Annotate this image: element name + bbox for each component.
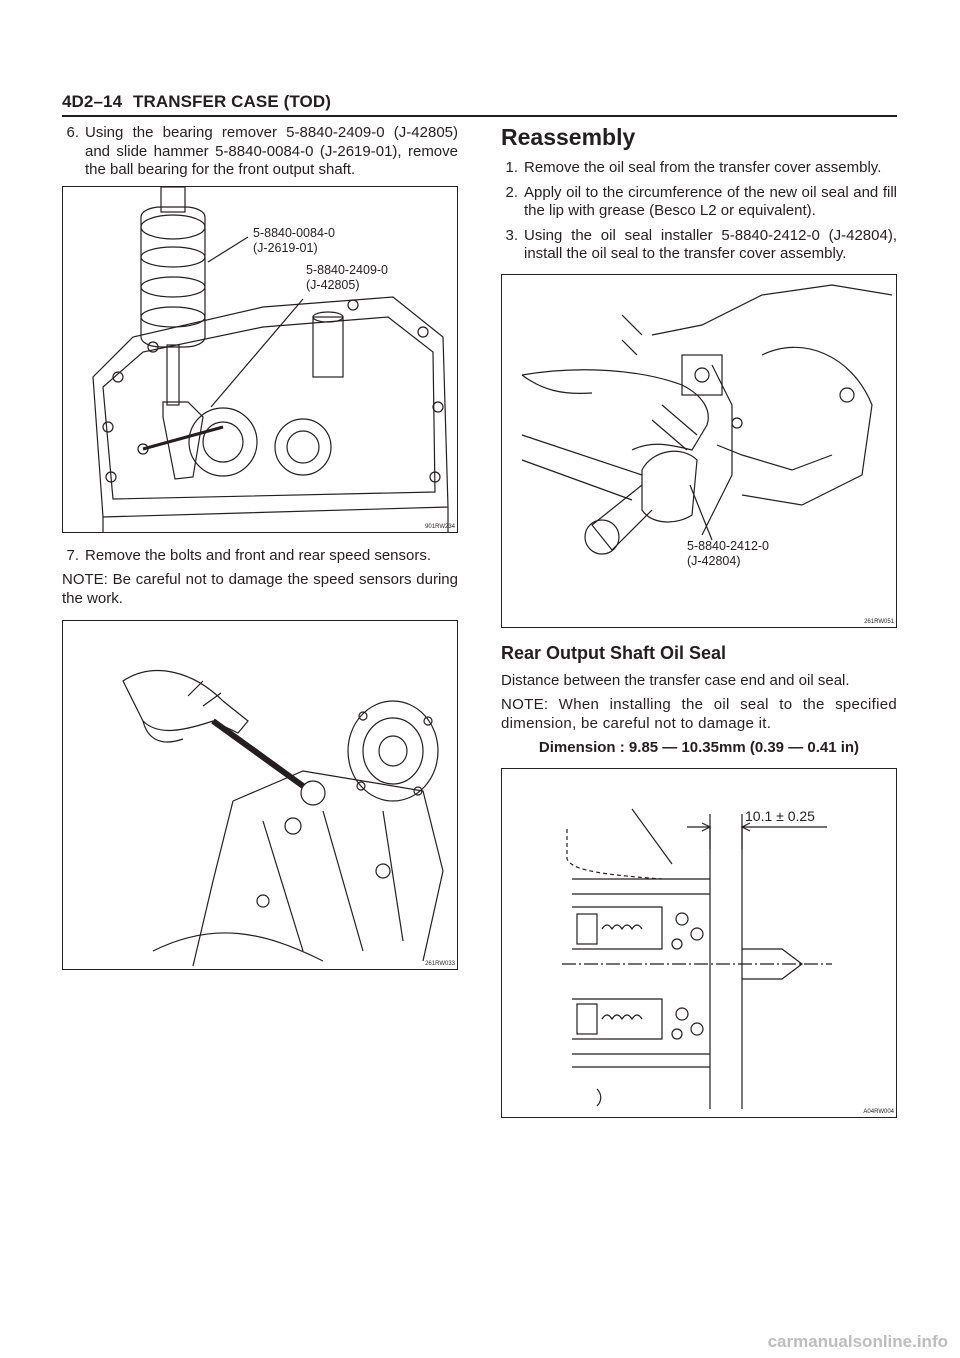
callout-installer-number: 5-8840-2412-0: [687, 538, 770, 553]
figure-speed-sensor-removal: [62, 620, 458, 970]
dimension-label: 10.1 ± 0.25: [745, 808, 815, 824]
watermark: carmanualsonline.info: [767, 1332, 948, 1351]
figure-id: 261RW051: [864, 618, 894, 625]
figure-oil-seal-dimension: [501, 768, 897, 1118]
dimension-spec: Dimension : 9.85 — 10.35mm (0.39 — 0.41 in): [538, 739, 860, 756]
step-number: 6.: [66, 124, 79, 141]
step-text: Using the oil seal installer 5-8840-2412-0 (J-42804), install the oil seal to the transfer cover assembly.: [524, 226, 897, 262]
step-number: 7.: [66, 546, 79, 564]
step-text: Apply oil to the circumference of the new oil seal and fill the lip with grease (Besco L2 or equivalent).: [524, 183, 897, 219]
page-header: [62, 92, 331, 112]
bearing-removal-illustration: [63, 187, 458, 533]
step-number: 1.: [505, 159, 518, 176]
callout-slide-hammer-number: 5-8840-0084-0: [253, 225, 336, 240]
section-number: 4D2–14: [62, 92, 123, 111]
figure-id: 261RW033: [425, 961, 455, 967]
header-rule: [62, 115, 897, 117]
figure-oil-seal-install: [501, 274, 897, 628]
section-title: TRANSFER CASE (TOD): [132, 92, 332, 111]
figure-id: A04RW004: [863, 1109, 894, 1115]
callout-installer-j-number: (J-42804): [687, 553, 741, 568]
left-column: [62, 124, 458, 984]
figure-id: 901RW234: [425, 523, 455, 530]
step-text: Remove the oil seal from the transfer cover assembly.: [524, 159, 882, 176]
heading-reassembly: Reassembly: [501, 124, 636, 150]
step-1: [501, 159, 897, 178]
distance-description: Distance between the transfer case end and oil seal.: [501, 671, 850, 689]
step-3: [501, 227, 897, 264]
callout-remover-number: 5-8840-2409-0: [306, 262, 389, 277]
heading-rear-output-shaft-oil-seal: Rear Output Shaft Oil Seal: [501, 642, 727, 663]
callout-slide-hammer-j-number: (J-2619-01): [253, 240, 318, 255]
step-number: 3.: [505, 226, 518, 244]
step-7: [62, 547, 458, 566]
callout-remover-j-number: (J-42805): [306, 277, 360, 292]
oil-seal-dimension-diagram: [502, 769, 897, 1118]
step-6: [62, 124, 458, 180]
figure-bearing-removal: [62, 186, 458, 533]
right-column: [501, 124, 897, 1132]
note-install-dimension: NOTE: When installing the oil seal to the specified dimension, be careful not to damage it.: [501, 696, 897, 732]
step-2: [501, 184, 897, 221]
step-text: Remove the bolts and front and rear speed sensors.: [85, 546, 432, 564]
step-text: Using the bearing remover 5-8840-2409-0 (J-42805) and slide hammer 5-8840-0084-0 (J-2619-01), remove the ball bearing for the front output shaft.: [85, 124, 458, 178]
step-number: 2.: [505, 183, 518, 201]
speed-sensor-illustration: [63, 621, 458, 970]
oil-seal-install-illustration: [502, 275, 897, 628]
note-speed-sensors: NOTE: Be careful not to damage the speed sensors during the work.: [62, 571, 458, 607]
